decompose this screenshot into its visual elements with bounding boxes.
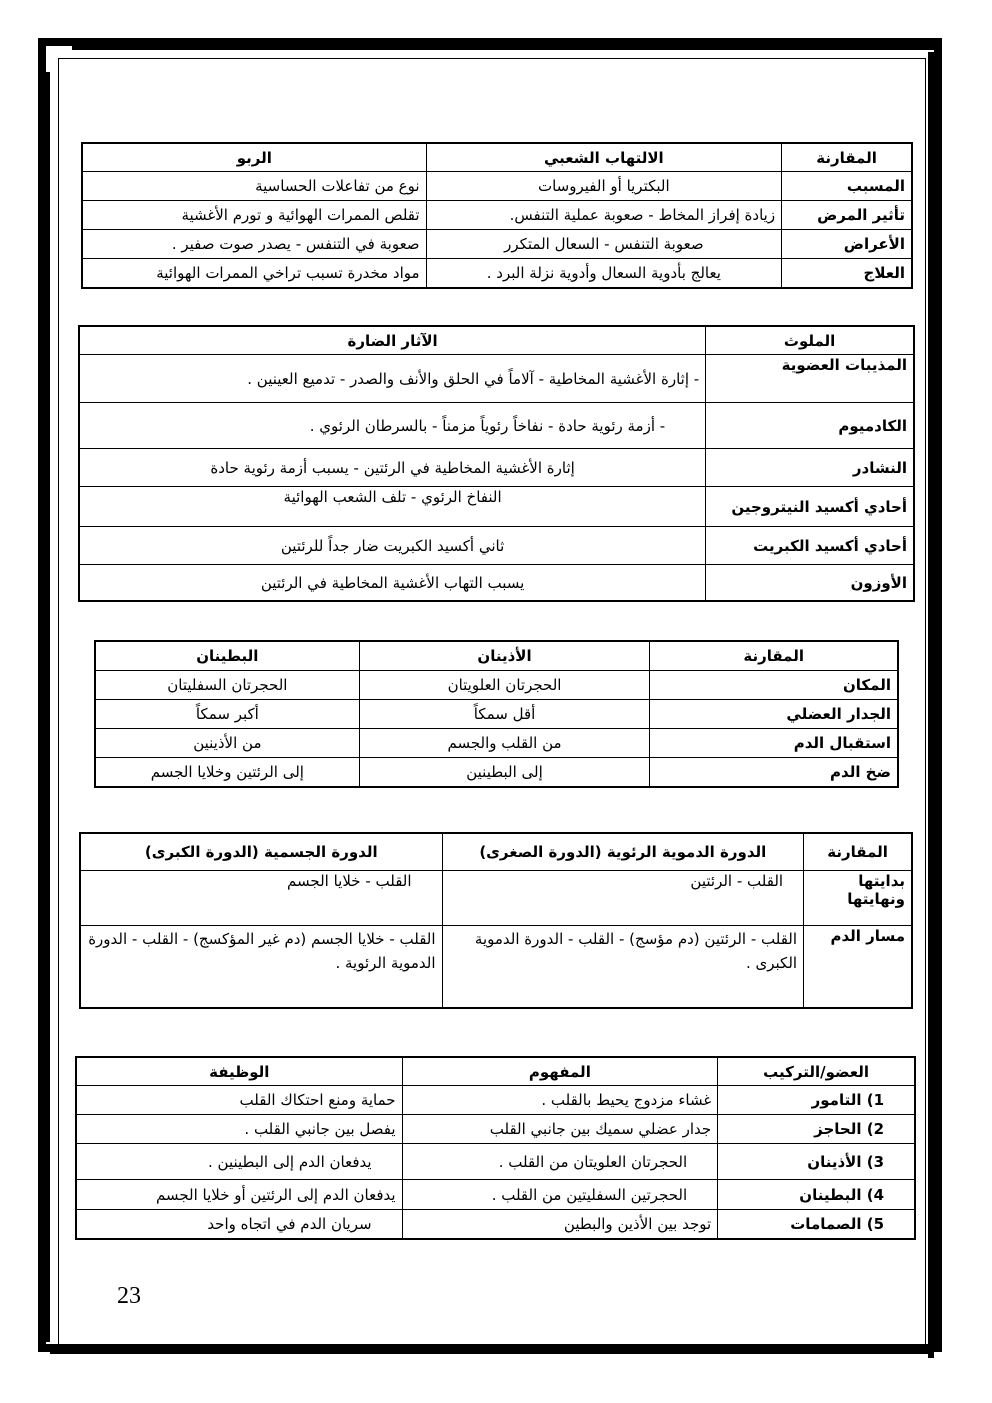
row-header: الجدار العضلي xyxy=(650,700,898,729)
table-header: العضو/التركيب xyxy=(718,1058,915,1086)
row-header: 4) البطينان xyxy=(718,1180,915,1210)
table-cell: يسبب التهاب الأغشية المخاطية في الرئتين xyxy=(80,565,706,601)
page-number: 23 xyxy=(117,1283,141,1309)
table-cell: تقلص الممرات الهوائية و تورم الأغشية xyxy=(83,201,427,230)
table-cell: إثارة الأغشية المخاطية في الرئتين - يسبب أزمة رئوية حادة xyxy=(80,449,706,487)
table-cell: من الأذينين xyxy=(96,729,360,758)
table-cell: سريان الدم في اتجاه واحد xyxy=(77,1210,403,1239)
row-header: الأعراض xyxy=(782,230,912,259)
table-cell: من القلب والجسم xyxy=(359,729,650,758)
row-header: أحادي أكسيد الكبريت xyxy=(706,527,914,565)
table-cell: - أزمة رئوية حادة - نفاخاً رئوياً مزمناً - بالسرطان الرئوي . xyxy=(80,403,706,449)
table-header: المفهوم xyxy=(402,1058,718,1086)
table-cell: يعالج بأدوية السعال وأدوية نزلة البرد . xyxy=(426,259,782,288)
table-header: الدورة الدموية الرئوية (الدورة الصغرى) xyxy=(442,834,804,871)
table-cell: إلى البطينين xyxy=(359,758,650,787)
table-cell: غشاء مزدوج يحيط بالقلب . xyxy=(402,1086,718,1115)
table-cell: صعوبة التنفس - السعال المتكرر xyxy=(426,230,782,259)
table-header: الآثار الضارة xyxy=(80,327,706,355)
page-border-line xyxy=(72,46,934,50)
table-header: المقارنة xyxy=(804,834,912,871)
row-header: مسار الدم xyxy=(804,926,912,1008)
row-header: الأوزون xyxy=(706,565,914,601)
bronchitis-asthma-table xyxy=(82,143,912,288)
table-cell: القلب - خلايا الجسم (دم غير المؤكسج) - القلب - الدورة الدموية الرئوية . xyxy=(81,926,443,1008)
circulation-table xyxy=(80,833,912,1008)
table-header: الربو xyxy=(83,144,427,172)
page-border-line xyxy=(46,72,50,1342)
table-cell: يفصل بين جانبي القلب . xyxy=(77,1115,403,1144)
table-cell: القلب - الرئتين (دم مؤسج) - القلب - الدورة الدموية الكبرى . xyxy=(442,926,804,1008)
table-cell: مواد مخدرة تسبب تراخي الممرات الهوائية xyxy=(83,259,427,288)
table-cell: الحجرتين السفليتين من القلب . xyxy=(402,1180,718,1210)
table-cell: توجد بين الأذين والبطين xyxy=(402,1210,718,1239)
row-header: بدايتها ونهايتها xyxy=(804,871,912,926)
row-header: العلاج xyxy=(782,259,912,288)
table-cell: النفاخ الرئوي - تلف الشعب الهوائية xyxy=(80,487,706,527)
table-cell: القلب - الرئتين xyxy=(442,871,804,926)
row-header: أحادي أكسيد النيتروجين xyxy=(706,487,914,527)
row-header: المسبب xyxy=(782,172,912,201)
pollutants-table xyxy=(79,326,914,601)
row-header: المكان xyxy=(650,671,898,700)
table-cell: إلى الرئتين وخلايا الجسم xyxy=(96,758,360,787)
table-cell: نوع من تفاعلات الحساسية xyxy=(83,172,427,201)
row-header: 2) الحاجز xyxy=(718,1115,915,1144)
table-cell: - إثارة الأغشية المخاطية - آلاماً في الحلق والأنف والصدر - تدميع العينين . xyxy=(80,355,706,403)
table-header: الأذينان xyxy=(359,642,650,671)
table-cell: صعوبة في التنفس - يصدر صوت صفير . xyxy=(83,230,427,259)
table-header: الوظيفة xyxy=(77,1058,403,1086)
table-cell: يدفعان الدم إلى الرئتين أو خلايا الجسم xyxy=(77,1180,403,1210)
table-cell: القلب - خلايا الجسم xyxy=(81,871,443,926)
table-header: الملوث xyxy=(706,327,914,355)
table-cell: زيادة إفراز المخاط - صعوبة عملية التنفس. xyxy=(426,201,782,230)
table-header: المقارنة xyxy=(650,642,898,671)
table-cell: الحجرتان العلويتان من القلب . xyxy=(402,1144,718,1180)
row-header: 5) الصمامات xyxy=(718,1210,915,1239)
table-cell: أقل سمكاً xyxy=(359,700,650,729)
row-header: ضخ الدم xyxy=(650,758,898,787)
atria-ventricles-table xyxy=(95,641,898,787)
page-border-shadow xyxy=(50,1348,934,1354)
table-cell: الحجرتان العلويتان xyxy=(359,671,650,700)
page-border-shadow xyxy=(928,52,934,1358)
table-cell: حماية ومنع احتكاك القلب xyxy=(77,1086,403,1115)
row-header: استقبال الدم xyxy=(650,729,898,758)
table-cell: أكبر سمكاً xyxy=(96,700,360,729)
table-header: المقارنة xyxy=(782,144,912,172)
table-cell: الحجرتان السفليتان xyxy=(96,671,360,700)
table-cell: ثاني أكسيد الكبريت ضار جداً للرئتين xyxy=(80,527,706,565)
row-header: تأثير المرض xyxy=(782,201,912,230)
table-header: الدورة الجسمية (الدورة الكبرى) xyxy=(81,834,443,871)
row-header: 3) الأذينان xyxy=(718,1144,915,1180)
row-header: الكادميوم xyxy=(706,403,914,449)
heart-structures-table xyxy=(76,1057,915,1239)
table-header: الالتهاب الشعبي xyxy=(426,144,782,172)
table-cell: يدفعان الدم إلى البطينين . xyxy=(77,1144,403,1180)
table-cell: البكتريا أو الفيروسات xyxy=(426,172,782,201)
table-header: البطينان xyxy=(96,642,360,671)
row-header: النشادر xyxy=(706,449,914,487)
row-header: المذيبات العضوية xyxy=(706,355,914,403)
table-cell: جدار عضلي سميك بين جانبي القلب xyxy=(402,1115,718,1144)
row-header: 1) التامور xyxy=(718,1086,915,1115)
